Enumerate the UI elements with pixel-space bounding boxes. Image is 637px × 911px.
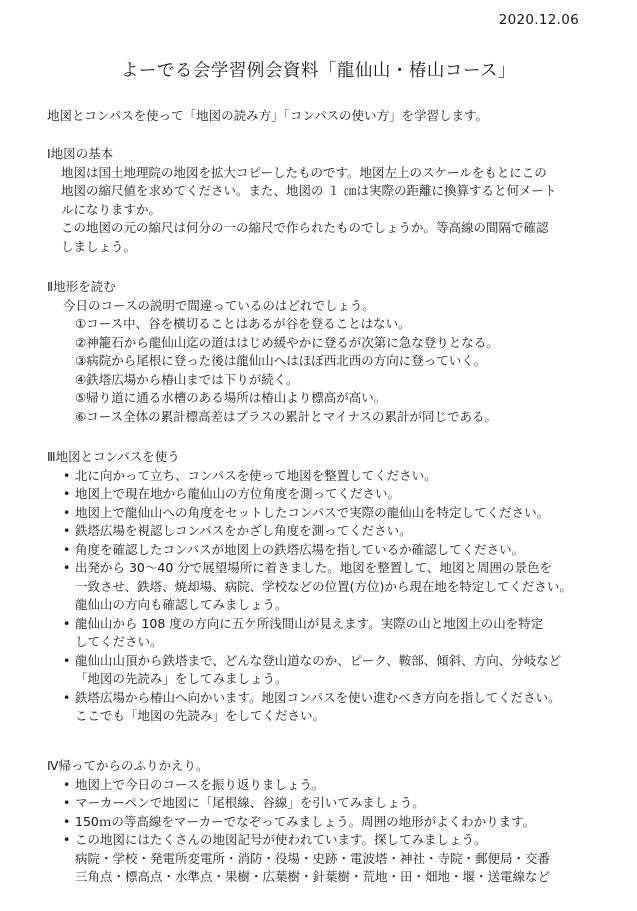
section-title: Ⅳ帰ってからのふりかえり。 [47, 758, 209, 773]
paragraph-line: この地図の元の縮尺は何分の一の縮尺で作られたものでしょうか。等高線の間隔で確認 [61, 220, 549, 235]
list-item-line: 病院・学校・発電所変電所・消防・役場・史跡・電波塔・神社・寺院・郵便局・交番 [75, 850, 551, 866]
section-title: Ⅰ地図の基本 [47, 146, 114, 161]
list-item [63, 652, 607, 689]
list-item-line: 一致させ、鉄塔、焼却場、病院、学校などの位置(方位)から現在地を特定してください。 [75, 578, 572, 594]
bullet-list [47, 467, 607, 726]
list-item-line: 鉄塔広場を視認しコンパスをかざし角度を測ってください。 [75, 523, 412, 538]
list-item [63, 689, 607, 726]
list-item-line: 150ｍの等高線をマーカーでなぞってみましょう。周囲の地形がよくわかります。 [75, 813, 536, 829]
list-item-line: 地図上で龍仙山への角度をセットしたコンパスで実際の龍仙山を特定してください。 [75, 504, 550, 520]
paragraph-line: 地図の縮尺値を求めてください。また、地図の １ ㎝は実際の距離に換算すると何メート [61, 183, 557, 198]
list-item [63, 559, 607, 615]
section-title: Ⅲ地図とコンパスを使う [47, 449, 180, 464]
list-item: ③病院から尾根に登った後は龍仙山へはほぼ西北西の方向に登っていく。 [75, 353, 486, 368]
list-item [63, 831, 607, 887]
list-item [63, 541, 607, 560]
list-item [63, 794, 607, 813]
list-item [63, 615, 607, 652]
numbered-list [47, 315, 607, 426]
list-item-line: 北に向かって立ち、コンパスを使って地図を整置してください。 [75, 467, 437, 483]
list-item [63, 522, 607, 541]
paragraph-line: ルになりますか。 [61, 201, 162, 217]
section-map-compass [47, 448, 607, 726]
intro-text: 地図とコンパスを使って「地図の読み方」「コンパスの使い方」を学習します。 [47, 108, 489, 123]
section-title: Ⅱ地形を読む [47, 279, 116, 294]
bullet-list [47, 776, 607, 887]
list-item-line: マーカーペンで地図に「尾根線、谷線」を引いてみましょう。 [75, 795, 425, 810]
list-item-line: 三角点・標高点・水準点・果樹・広葉樹・針葉樹・荒地・田・畑地・堰・送電線など [75, 869, 551, 884]
list-item-line: ここでも「地図の先読み」をしてください。 [75, 708, 326, 723]
list-item: ②神籠石から龍仙山迄の道ははじめ緩やかに登るが次第に急な登りとなる。 [75, 334, 499, 350]
section-map-basics [47, 145, 607, 256]
list-item [63, 776, 607, 795]
list-item [63, 467, 607, 486]
section-read-terrain [47, 278, 607, 426]
paragraph-line: しましょう。 [61, 238, 137, 254]
list-item [63, 504, 607, 523]
list-item-line: • 鉄塔広場から椿山へ向かいます。地図コンパスを使い進むべき方向を指してください。 [75, 689, 561, 705]
list-item [63, 813, 607, 832]
list-item-line: 角度を確認したコンパスが地図上の鉄塔広場を指しているか確認してください。 [75, 541, 525, 557]
list-item: ⑤帰り道に通る水槽のある場所は椿山より標高が高い。 [75, 390, 387, 405]
list-item-line: • 龍仙山山頂から鉄塔まで、どんな登山道なのか、ピーク、鞍部、傾斜、方向、分岐など [75, 652, 562, 668]
list-item [63, 485, 607, 504]
list-item-line: 地図上で現在地から龍仙山の方位角度を測ってください。 [75, 486, 401, 501]
list-item-line: してください。 [75, 634, 163, 649]
list-item-line: 龍仙山の方向も確認してみましょう。 [75, 597, 288, 612]
list-item-line: 地図上で今日のコースを振り返りましょう。 [75, 776, 325, 792]
list-item: ⑥コース全体の累計標高差はプラスの累計とマイナスの累計が同じである。 [75, 408, 497, 424]
document-title: よーでる会学習例会資料「龍仙山・椿山コース」 [120, 61, 517, 81]
list-item-line: • この地図にはたくさんの地図記号が使われています。探してみましょう。 [75, 832, 487, 847]
document-date: 2020.12.06 [498, 12, 579, 28]
list-item-line: 「地図の先読み」をしてみましょう。 [75, 671, 288, 686]
paragraph-line: 地図は国土地理院の地図を拡大コピーしたものです。地図左上のスケールをもとにこの [61, 164, 547, 180]
section-review [47, 757, 607, 887]
list-item-line: • 出発から 30～40 分で展望場所に着きました。地図を整置して、地図と周囲の景色を [75, 560, 553, 575]
section-lead: 今日のコースの説明で間違っているのはどれでしょう。 [63, 297, 375, 313]
list-item-line: • 龍仙山から 108 度の方向に五ケ所浅間山が見えます。実際の山と地図上の山を特定 [75, 615, 544, 631]
list-item: ①コース中、谷を横切ることはあるが谷を登ることはない。 [75, 316, 411, 331]
list-item: ④鉄塔広場から椿山までは下りが続く。 [75, 371, 299, 387]
